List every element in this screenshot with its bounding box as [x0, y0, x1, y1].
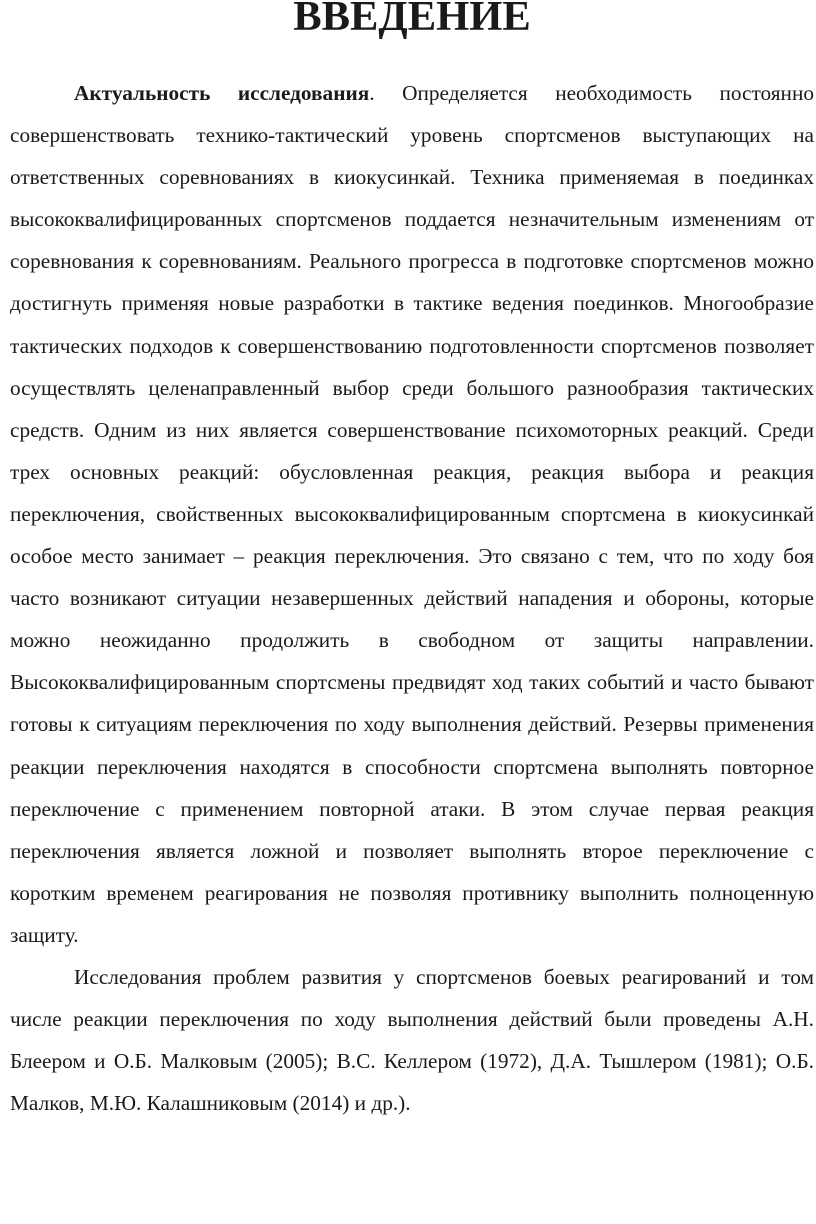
page-title: ВВЕДЕНИЕ: [293, 0, 531, 40]
paragraph-research: [10, 956, 814, 1124]
paragraph-lead-heading: Актуальность исследования: [74, 81, 370, 105]
paragraph-relevance: [10, 72, 814, 956]
paragraph-lead-punct: .: [369, 81, 375, 105]
paragraph-research-text: Исследования проблем развития у спортсменов боевых реагирований и том числе реакции переключения по ходу выполнения действий были проведены А.Н. Блеером и О.Б. Малковым (2005); В.С. Келлером (1972), Д.А. Тышлером (1981); О.Б. Малков, М.Ю. Калашниковым (2014) и др.).: [10, 964, 814, 1116]
paragraph-relevance-text: Определяется необходимость постоянно совершенствовать технико-тактический уровень спортсменов выступающих на ответственных соревнованиях в киокусинкай. Техника применяемая в поединках высококвалифицированных спортсменов поддается незначительным изменениям от соревнования к соревнованиям. Реального прогресса в подготовке спортсменов можно достигнуть применяя новые разработки в тактике ведения поединков. Многообразие тактических подходов к совершенствованию подготовленности спортсменов позволяет осуществлять целенаправленный выбор среди большого разнообразия тактических средств. Одним из них является совершенствование психомоторных реакций. Среди трех основных реакций: обусловленная реакция, реакция выбора и реакция переключения, свойственных высококвалифицированным спортсмена в киокусинкай особое место занимает – реакция переключения. Это связано с тем, что по ходу боя часто возникают ситуации незавершенных действий нападения и обороны, которые можно неожиданно продолжить в свободном от защиты направлении. Высококвалифицированным спортсмены предвидят ход таких событий и часто бывают готовы к ситуациям переключения по ходу выполнения действий. Резервы применения реакции переключения находятся в способности спортсмена выполнять повторное переключение с применением повторной атаки. В этом случае первая реакция переключения является ложной и позволяет выполнять второе переключение с коротким временем реагирования не позволяя противнику выполнить полноценную защиту.: [10, 81, 814, 947]
document-page: [10, 0, 814, 1124]
